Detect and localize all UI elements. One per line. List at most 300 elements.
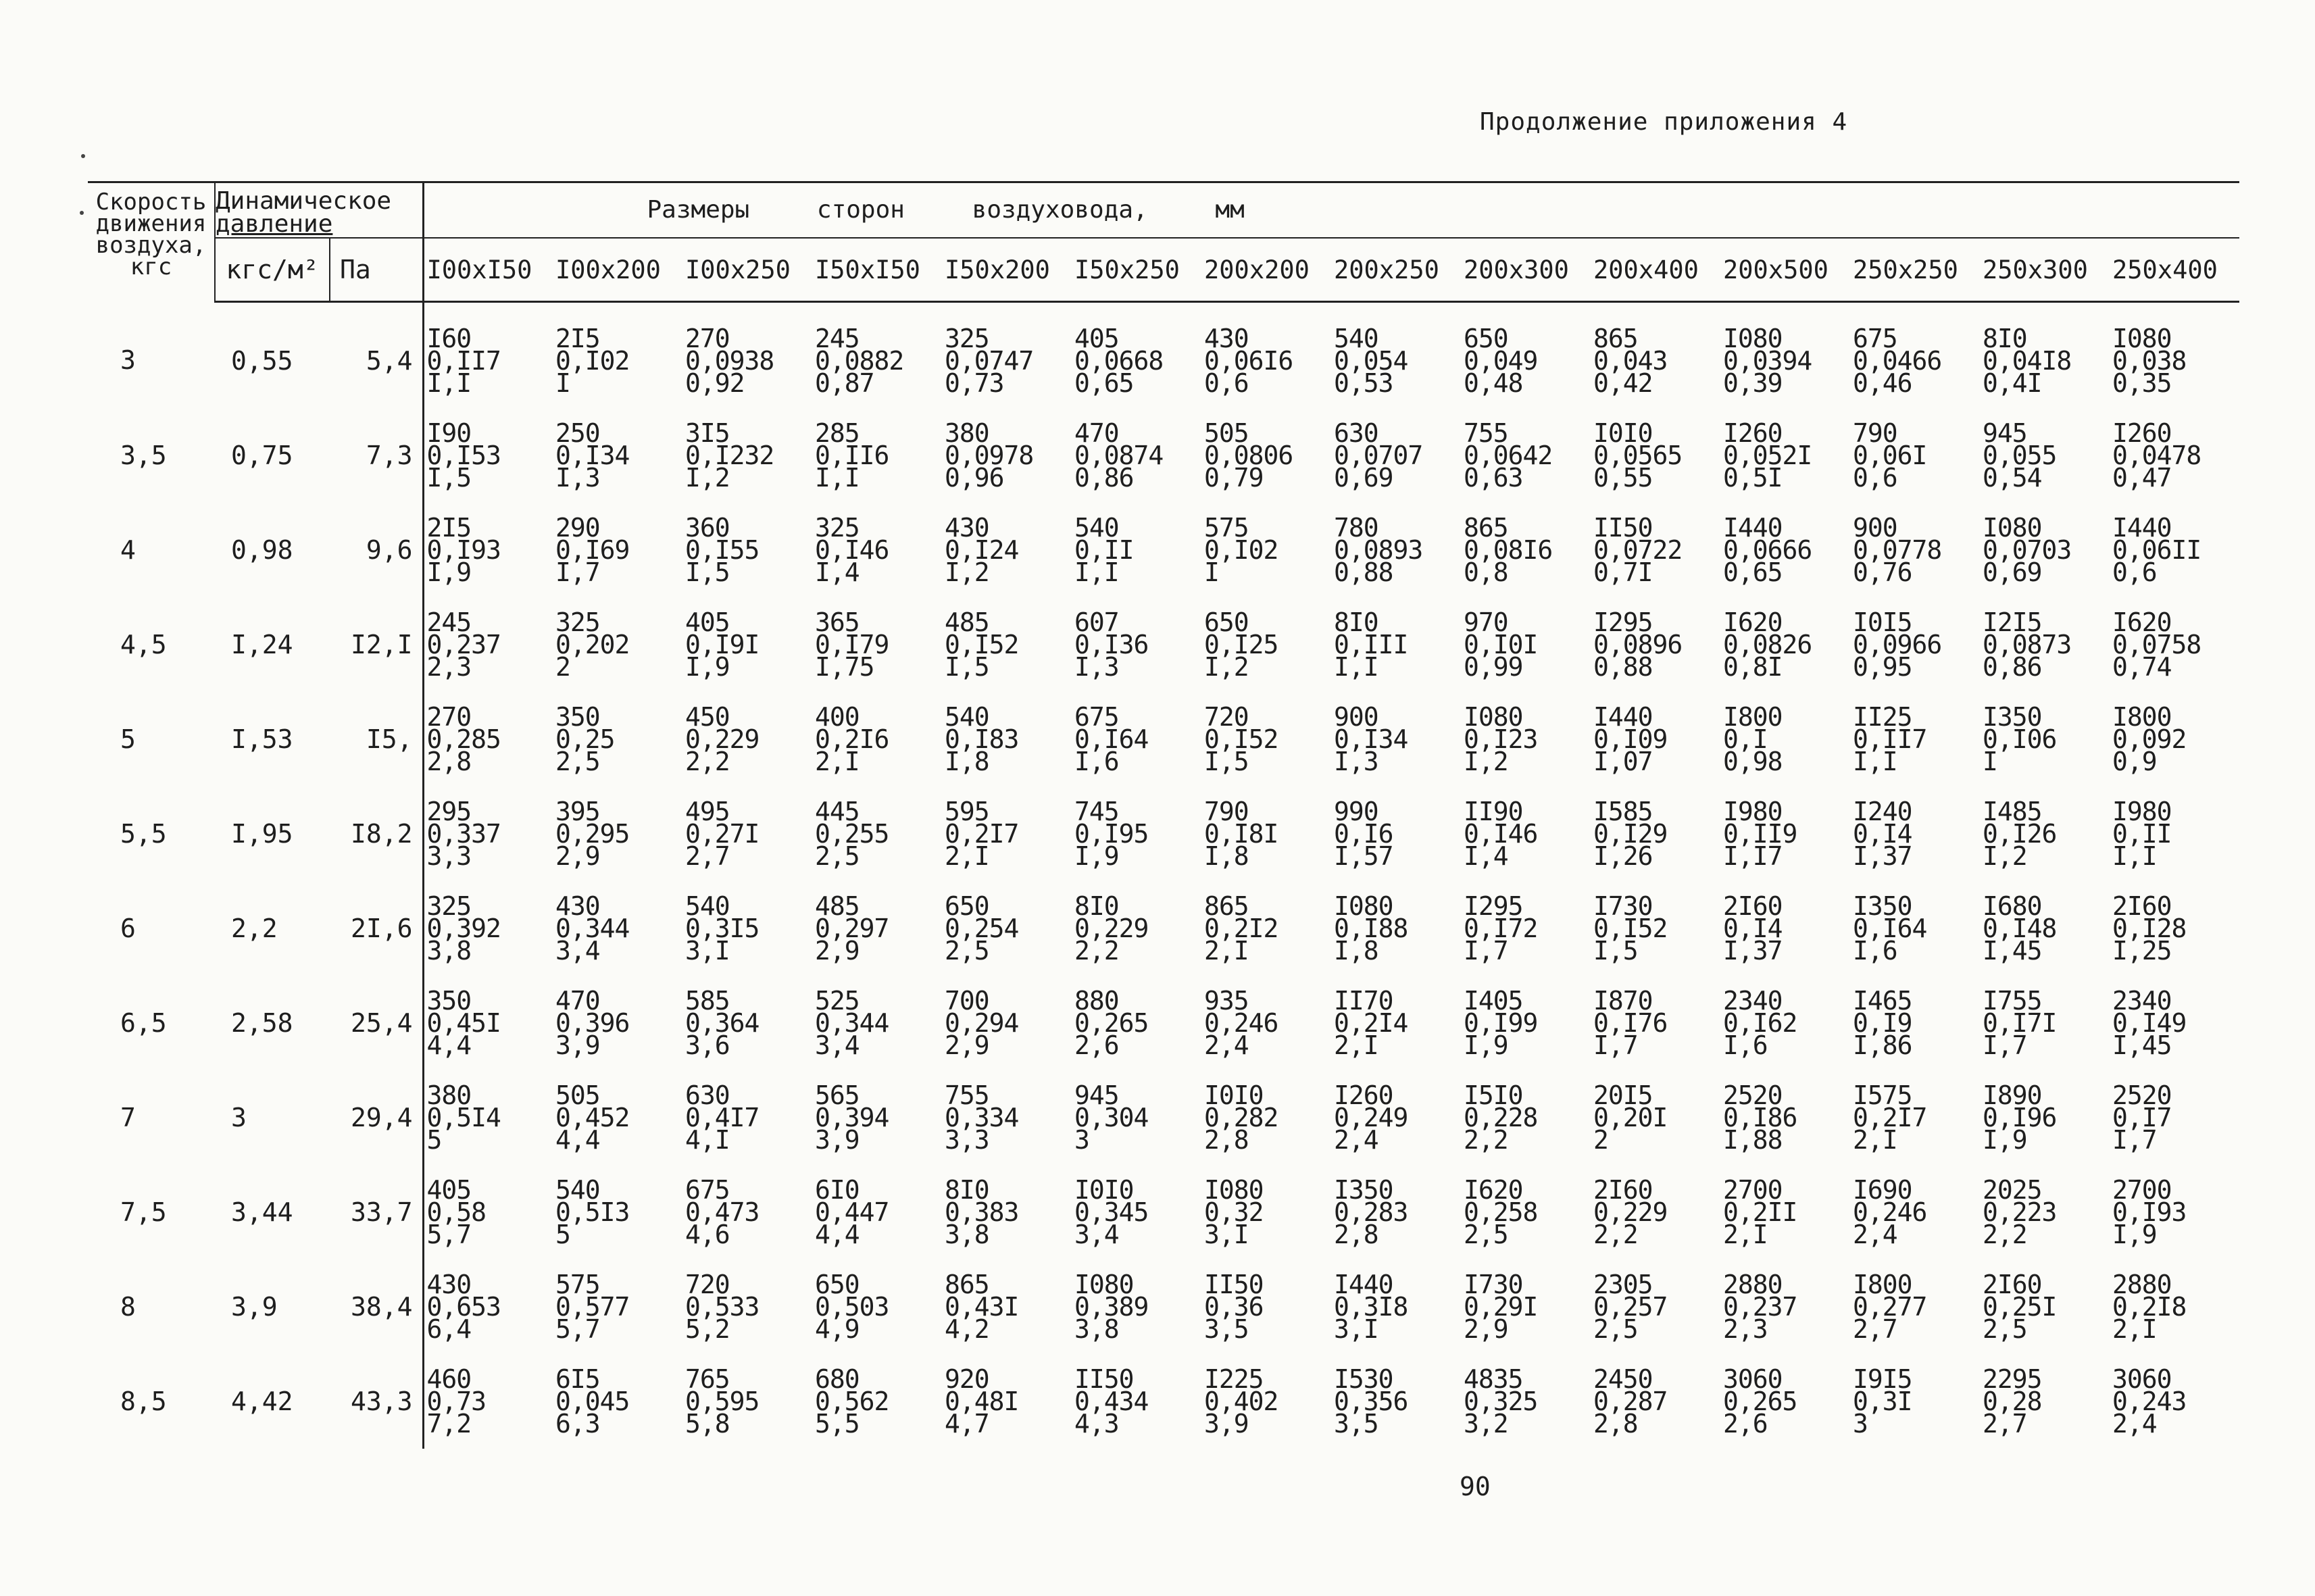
dim-header: 200x250 [1331,238,1461,302]
loss-value: 0,045 [555,1386,630,1416]
size-value-cell [1072,1070,1201,1165]
pressure-value: 5,7 [555,1314,600,1344]
pressure-kgs-cell: 0,75 [231,441,293,470]
pressure-value: I,9 [426,557,472,587]
loss-value: 0,229 [685,724,760,754]
flow-value: 865 [1204,891,1249,921]
size-value-cell [942,1165,1072,1260]
table-row [88,1354,2239,1449]
loss-value: 0,I64 [1853,913,1927,943]
loss-value: 0,2I4 [1334,1007,1408,1038]
pressure-value: I,7 [2112,1124,2157,1155]
loss-value: 0,I7I [1983,1007,2057,1038]
size-value-cell [553,597,682,692]
flow-value: 700 [945,985,989,1016]
size-value-cell [942,787,1072,881]
loss-value: 0,364 [685,1007,760,1038]
size-value-cell [553,503,682,597]
flow-value: 325 [555,607,600,637]
flow-value: 365 [815,607,860,637]
size-value-cell [1720,503,1850,597]
flow-value: 720 [1204,701,1249,732]
flow-value: 430 [945,512,989,543]
pressure-value: 0,73 [945,368,1004,398]
loss-value: 0,344 [815,1007,889,1038]
pressure-value: 2,5 [1983,1314,2027,1344]
pressure-value: I,6 [1723,1030,1768,1060]
pressure-value: I,2 [1464,746,1508,776]
flow-value: 2700 [1723,1174,1783,1205]
size-value-cell [942,976,1072,1070]
pressure-value: 0,46 [1853,368,1912,398]
flow-value: 2305 [1593,1269,1653,1299]
pressure-kgs-cell: 3,9 [231,1292,278,1322]
flow-value: 680 [815,1364,860,1394]
size-value-cell [1072,881,1201,976]
loss-value: 0,257 [1593,1291,1668,1322]
loss-value: 0,595 [685,1386,760,1416]
velocity-cell: 4 [120,535,136,565]
flow-value: 250 [555,418,600,448]
loss-value: 0,202 [555,629,630,659]
loss-value: 0,II [2112,818,2172,849]
loss-value: 0,0874 [1074,440,1164,470]
size-value-cell [553,1260,682,1354]
size-value-cell [423,1354,553,1449]
pressure-value: I [1204,557,1219,587]
flow-value: I080 [1334,891,1393,921]
size-value-cell [1072,1165,1201,1260]
loss-value: 0,2I6 [815,724,889,754]
loss-value: 0,229 [1074,913,1149,943]
size-value-cell [1201,692,1331,787]
flow-value: I440 [1334,1269,1393,1299]
loss-value: 0,I7 [2112,1102,2172,1132]
pressure-value: 2,8 [1593,1408,1638,1439]
speck-mark [80,211,84,215]
size-value-cell [1201,1260,1331,1354]
pressure-value: I,7 [1593,1030,1638,1060]
flow-value: I90 [426,418,472,448]
loss-value: 0,06II [2112,534,2201,565]
pressure-value: I [555,368,570,398]
loss-value: 0,I4 [1723,913,1783,943]
data-table [88,181,2239,1449]
flow-value: I405 [1464,985,1523,1016]
pressure-value: 5,7 [426,1219,472,1249]
pressure-value: 0,8I [1723,651,1783,682]
size-value-cell [1980,976,2110,1070]
pressure-value: 5 [555,1219,570,1249]
size-value-cell [1072,1354,1201,1449]
flow-value: 485 [815,891,860,921]
pressure-value: I,9 [685,651,730,682]
pressure-value: I,I [815,462,860,493]
flow-value: 270 [685,323,730,353]
size-value-cell [1461,302,1591,409]
size-value-cell [682,503,812,597]
loss-value: 0,297 [815,913,889,943]
loss-value: 0,II7 [1853,724,1927,754]
size-value-cell [1461,787,1591,881]
pressure-value: 3,2 [1464,1408,1508,1439]
pressure-value: 0,8 [1464,557,1508,587]
pressure-value: I,4 [1464,841,1508,871]
flow-value: 325 [945,323,989,353]
pressure-value: 2,2 [1593,1219,1638,1249]
table-row [88,597,2239,692]
loss-value: 0,43I [945,1291,1019,1322]
loss-value: 0,I76 [1593,1007,1668,1038]
loss-value: 0,277 [1853,1291,1927,1322]
pressure-value: 0,4I [1983,368,2042,398]
flow-value: 2700 [2112,1174,2172,1205]
size-value-cell [1980,1070,2110,1165]
flow-value: I0I5 [1853,607,1912,637]
flow-value: I730 [1593,891,1653,921]
flow-value: 745 [1074,796,1119,826]
size-value-cell [1072,692,1201,787]
size-value-cell [1331,692,1461,787]
flow-value: I980 [2112,796,2172,826]
loss-value: 0,0778 [1853,534,1942,565]
loss-value: 0,254 [945,913,1019,943]
pressure-pa-cell: 25,4 [330,976,423,1070]
table-row [88,302,2239,409]
pressure-pa-cell: I2,I [330,597,423,692]
loss-value: 0,265 [1723,1386,1797,1416]
flow-value: 2520 [2112,1080,2172,1110]
pressure-pa-cell: 29,4 [330,1070,423,1165]
pressure-value: 2,I [1853,1124,1897,1155]
flow-value: I620 [2112,607,2172,637]
loss-value: 0,I48 [1983,913,2057,943]
size-value-cell [423,597,553,692]
flow-value: 325 [815,512,860,543]
size-value-cell [553,408,682,503]
flow-value: 970 [1464,607,1508,637]
loss-value: 0,I49 [2112,1007,2187,1038]
loss-value: 0,I53 [426,440,501,470]
pressure-value: I,9 [2112,1219,2157,1249]
flow-value: 2I5 [555,323,600,353]
size-value-cell [1461,976,1591,1070]
pressure-value: 0,35 [2112,368,2172,398]
pressure-value: 0,98 [1723,746,1783,776]
size-value-cell [553,787,682,881]
size-value-cell [2110,597,2239,692]
loss-value: 0,055 [1983,440,2057,470]
flow-value: I620 [1464,1174,1523,1205]
size-value-cell [2110,302,2239,409]
pressure-kgs-cell: 3 [231,1103,247,1132]
size-value-cell [2110,1354,2239,1449]
loss-value: 0,I232 [685,440,774,470]
flow-value: 990 [1334,796,1378,826]
flow-value: I240 [1853,796,1912,826]
flow-value: 3060 [1723,1364,1783,1394]
pressure-value: 4,4 [555,1124,600,1155]
flow-value: 8I0 [1983,323,2027,353]
flow-value: 8I0 [945,1174,989,1205]
loss-value: 0,265 [1074,1007,1149,1038]
pressure-value: 3,5 [1204,1314,1249,1344]
size-value-cell [812,976,942,1070]
pressure-value: I,37 [1853,841,1912,871]
size-value-cell [2110,1165,2239,1260]
pressure-value: I,3 [1074,651,1119,682]
pressure-value: 2,2 [1074,935,1119,966]
size-value-cell [1850,881,1980,976]
pressure-value: I,5 [1204,746,1249,776]
loss-value: 0,3I8 [1334,1291,1408,1322]
flow-value: 405 [426,1174,472,1205]
loss-value: 0,0668 [1074,345,1164,376]
loss-value: 0,0873 [1983,629,2072,659]
pressure-value: 0,5I [1723,462,1783,493]
loss-value: 0,4I7 [685,1102,760,1132]
velocity-cell: 5,5 [120,819,167,849]
flow-value: I5I0 [1464,1080,1523,1110]
pressure-value: 2,5 [1593,1314,1638,1344]
pressure-value: 6,4 [426,1314,472,1344]
pressure-value: 0,74 [2112,651,2172,682]
dim-header: 250x300 [1980,238,2110,302]
flow-value: I080 [2112,323,2172,353]
pressure-value: I,6 [1074,746,1119,776]
size-value-cell [942,1354,1072,1449]
loss-value: 0,533 [685,1291,760,1322]
flow-value: 540 [1334,323,1378,353]
loss-value: 0,I46 [815,534,889,565]
size-value-cell [1850,976,1980,1070]
loss-value: 0,344 [555,913,630,943]
flow-value: 450 [685,701,730,732]
pressure-value: 4,4 [426,1030,472,1060]
pressure-value: I,I7 [1723,841,1783,871]
size-value-cell [553,1165,682,1260]
loss-value: 0,I06 [1983,724,2057,754]
loss-value: 0,452 [555,1102,630,1132]
loss-value: 0,255 [815,818,889,849]
pressure-value: I,25 [2112,935,2172,966]
size-value-cell [1850,692,1980,787]
pressure-value: I,2 [1983,841,2027,871]
flow-value: 935 [1204,985,1249,1016]
size-value-cell [1591,302,1720,409]
pressure-value: 0,54 [1983,462,2042,493]
loss-value: 0,I28 [2112,913,2187,943]
size-value-cell [1331,976,1461,1070]
flow-value: I225 [1204,1364,1264,1394]
size-value-cell [682,1354,812,1449]
pressure-value: 0,6 [1853,462,1897,493]
pressure-value: 0,79 [1204,462,1264,493]
pressure-value: 2,7 [1983,1408,2027,1439]
loss-value: 0,3I [1853,1386,1912,1416]
loss-value: 0,I64 [1074,724,1149,754]
loss-value: 0,5I4 [426,1102,501,1132]
loss-value: 0,I96 [1983,1102,2057,1132]
size-value-cell [812,881,942,976]
loss-value: 0,I62 [1723,1007,1797,1038]
pressure-value: 6,3 [555,1408,600,1439]
velocity-cell: 4,5 [120,630,167,659]
size-value-cell [1461,408,1591,503]
flow-value: I800 [1853,1269,1912,1299]
unit-kgs-header: кгс/м² [215,238,330,302]
loss-value: 0,II6 [815,440,889,470]
dim-header: 250x400 [2110,238,2239,302]
loss-value: 0,392 [426,913,501,943]
pressure-value: 2,6 [1723,1408,1768,1439]
size-value-cell [1720,302,1850,409]
pressure-value: I,2 [1204,651,1249,682]
size-value-cell [2110,881,2239,976]
flow-value: 2I60 [1723,891,1783,921]
pressure-value: 2,I [2112,1314,2157,1344]
size-value-cell [1201,787,1331,881]
loss-value: 0,I95 [1074,818,1149,849]
size-value-cell [1591,1070,1720,1165]
flow-value: 2I60 [1983,1269,2042,1299]
pressure-value: I,7 [1983,1030,2027,1060]
flow-value: I080 [1204,1174,1264,1205]
flow-value: 540 [1074,512,1119,543]
size-value-cell [1980,787,2110,881]
flow-value: 900 [1853,512,1897,543]
loss-value: 0,0938 [685,345,774,376]
flow-value: 780 [1334,512,1378,543]
loss-value: 0,I52 [1593,913,1668,943]
size-value-cell [1072,302,1201,409]
pressure-value: 2,3 [426,651,472,682]
loss-value: 0,295 [555,818,630,849]
loss-value: 0,I83 [945,724,1019,754]
size-value-cell [553,692,682,787]
flow-value: I0I0 [1074,1174,1134,1205]
loss-value: 0,577 [555,1291,630,1322]
flow-value: 585 [685,985,730,1016]
size-value-cell [1461,1165,1591,1260]
size-value-cell [682,976,812,1070]
flow-value: 350 [555,701,600,732]
flow-value: 6I0 [815,1174,860,1205]
pressure-kgs-cell: I,24 [231,630,293,659]
size-value-cell [2110,1070,2239,1165]
loss-value: 0,0707 [1334,440,1423,470]
size-value-cell [1591,881,1720,976]
size-value-cell [1850,503,1980,597]
pressure-value: 0,88 [1334,557,1393,587]
size-value-cell [1720,1260,1850,1354]
size-value-cell [942,1070,1072,1165]
size-value-cell [1461,597,1591,692]
loss-value: 0,283 [1334,1197,1408,1227]
flow-value: 865 [1593,323,1638,353]
flow-value: II25 [1853,701,1912,732]
loss-value: 0,0703 [1983,534,2072,565]
size-value-cell [1072,1260,1201,1354]
pressure-value: I,3 [1334,746,1378,776]
loss-value: 0,I36 [1074,629,1149,659]
loss-value: 0,73 [426,1386,487,1416]
size-value-cell [1331,1165,1461,1260]
pressure-value: 4,3 [1074,1408,1119,1439]
pressure-value: 3,8 [945,1219,989,1249]
flow-value: 790 [1853,418,1897,448]
flow-value: I0I0 [1593,418,1653,448]
pressure-value: 5,8 [685,1408,730,1439]
pressure-pa-cell: 5,4 [330,302,423,409]
dim-header: I50x200 [942,238,1072,302]
loss-value: 0,25I [1983,1291,2057,1322]
loss-value: 0,287 [1593,1386,1668,1416]
size-value-cell [1980,1354,2110,1449]
loss-value: 0,237 [1723,1291,1797,1322]
flow-value: 430 [555,891,600,921]
size-value-cell [682,1070,812,1165]
size-value-cell [812,1165,942,1260]
size-value-cell [1461,881,1591,976]
size-value-cell [1980,503,2110,597]
size-value-cell [1591,692,1720,787]
pressure-value: 3 [1853,1408,1868,1439]
loss-value: 0,0966 [1853,629,1942,659]
size-value-cell [1980,408,2110,503]
flow-value: 270 [426,701,472,732]
size-value-cell [812,692,942,787]
loss-value: 0,653 [426,1291,501,1322]
flow-value: 2025 [1983,1174,2042,1205]
size-value-cell [682,787,812,881]
loss-value: 0,0806 [1204,440,1293,470]
loss-value: 0,I34 [555,440,630,470]
pressure-value: 3,9 [815,1124,860,1155]
sizes-header: Размеры сторон воздуховода, мм [423,182,2239,239]
loss-value: 0,I25 [1204,629,1278,659]
flow-value: I440 [1593,701,1653,732]
size-value-cell [1850,302,1980,409]
pressure-value: 2,4 [2112,1408,2157,1439]
pressure-value: 0,65 [1074,368,1134,398]
pressure-value: 2,I [1723,1219,1768,1249]
loss-value: 0,0642 [1464,440,1553,470]
loss-value: 0,3I5 [685,913,760,943]
table-row [88,1070,2239,1165]
velocity-cell: 7,5 [120,1197,167,1227]
size-value-cell [1201,597,1331,692]
pressure-value: 2,9 [555,841,600,871]
loss-value: 0,I72 [1464,913,1538,943]
size-value-cell [1980,1260,2110,1354]
loss-value: 0,345 [1074,1197,1149,1227]
size-value-cell [423,881,553,976]
pressure-pa-cell: 33,7 [330,1165,423,1260]
size-value-cell [1850,408,1980,503]
size-value-cell [553,976,682,1070]
loss-value: 0,28 [1983,1386,2042,1416]
pressure-value: 4,2 [945,1314,989,1344]
loss-value: 0,I02 [555,345,630,376]
flow-value: 2I5 [426,512,472,543]
loss-value: 0,2I7 [945,818,1019,849]
size-value-cell [812,1260,942,1354]
loss-value: 0,06I [1853,440,1927,470]
flow-value: I800 [1723,701,1783,732]
size-value-cell [682,881,812,976]
loss-value: 0,I09 [1593,724,1668,754]
